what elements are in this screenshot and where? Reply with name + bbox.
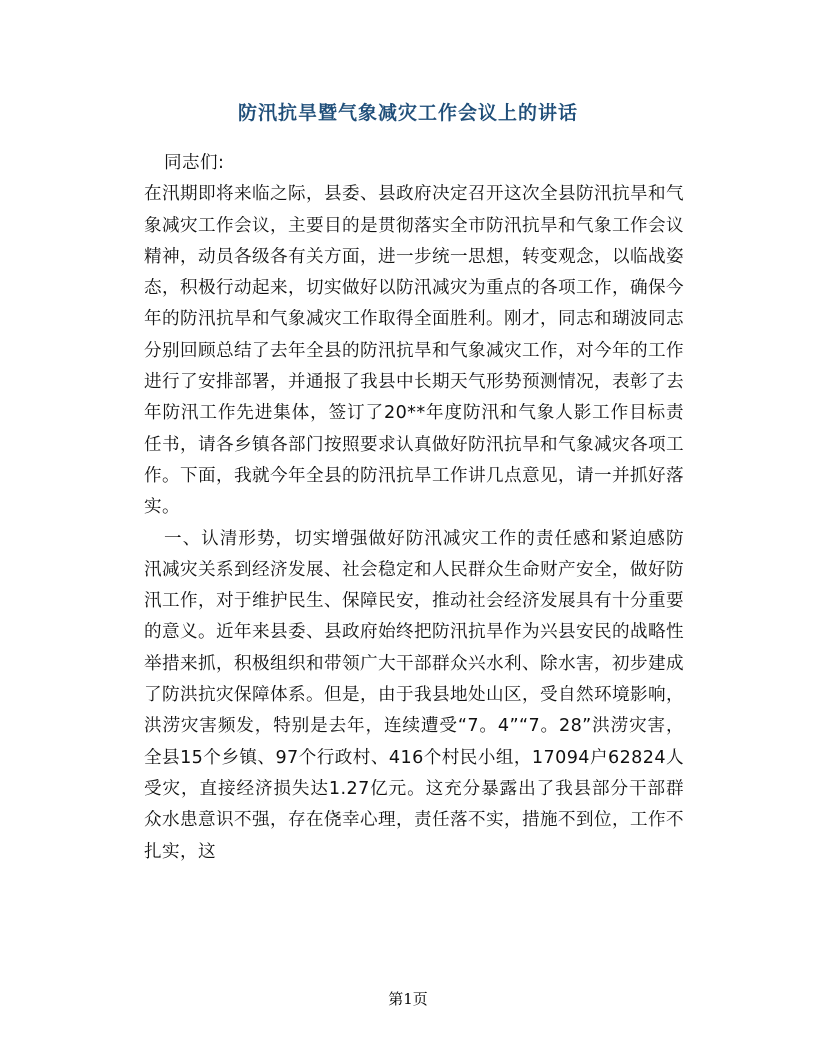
- document-body: [144, 148, 684, 868]
- paragraph-section-one: 一、认清形势，切实增强做好防汛减灾工作的责任感和紧迫感防汛减灾关系到经济发展、社会稳定和人民群众生命财产安全，做好防汛工作，对于维护民生、保障民安，推动社会经济发展具有十分重要的意义。近年来县委、县政府始终把防汛抗旱作为兴县安民的战略性举措来抓，积极组织和带领广大干部群众兴水利、除水害，初步建成了防洪抗灾保障体系。但是，由于我县地处山区，受自然环境影响，洪涝灾害频发，特别是去年，连续遭受“7。4”“7。28”洪涝灾害，全县15个乡镇、97个行政村、416个村民小组，17094户62824人受灾，直接经济损失达1.27亿元。这充分暴露出了我县部分干部群众水患意识不强，存在侥幸心理，责任落不实，措施不到位，工作不扎实，这: [144, 528, 684, 862]
- document-title: 防汛抗旱暨气象减灾工作会议上的讲话: [237, 102, 578, 124]
- greeting: 同志们:: [164, 153, 225, 173]
- paragraph-intro: 在汛期即将来临之际，县委、县政府决定召开这次全县防汛抗旱和气象减灾工作会议，主要目的是贯彻落实全市防汛抗旱和气象工作会议精神，动员各级各有关方面，进一步统一思想，转变观念，以临战姿态，积极行动起来，切实做好以防汛减灾为重点的各项工作，确保今年的防汛抗旱和气象减灾工作取得全面胜利。刚才，同志和瑚波同志分别回顾总结了去年全县的防汛抗旱和气象减灾工作，对今年的工作进行了安排部署，并通报了我县中长期天气形势预测情况，表彰了去年防汛工作先进集体，签订了20**年度防汛和气象人影工作目标责任书，请各乡镇各部门按照要求认真做好防汛抗旱和气象减灾各项工作。下面，我就今年全县的防汛抗旱工作讲几点意见，请一并抓好落实。: [144, 184, 684, 518]
- page-number: 第1页: [388, 990, 428, 1008]
